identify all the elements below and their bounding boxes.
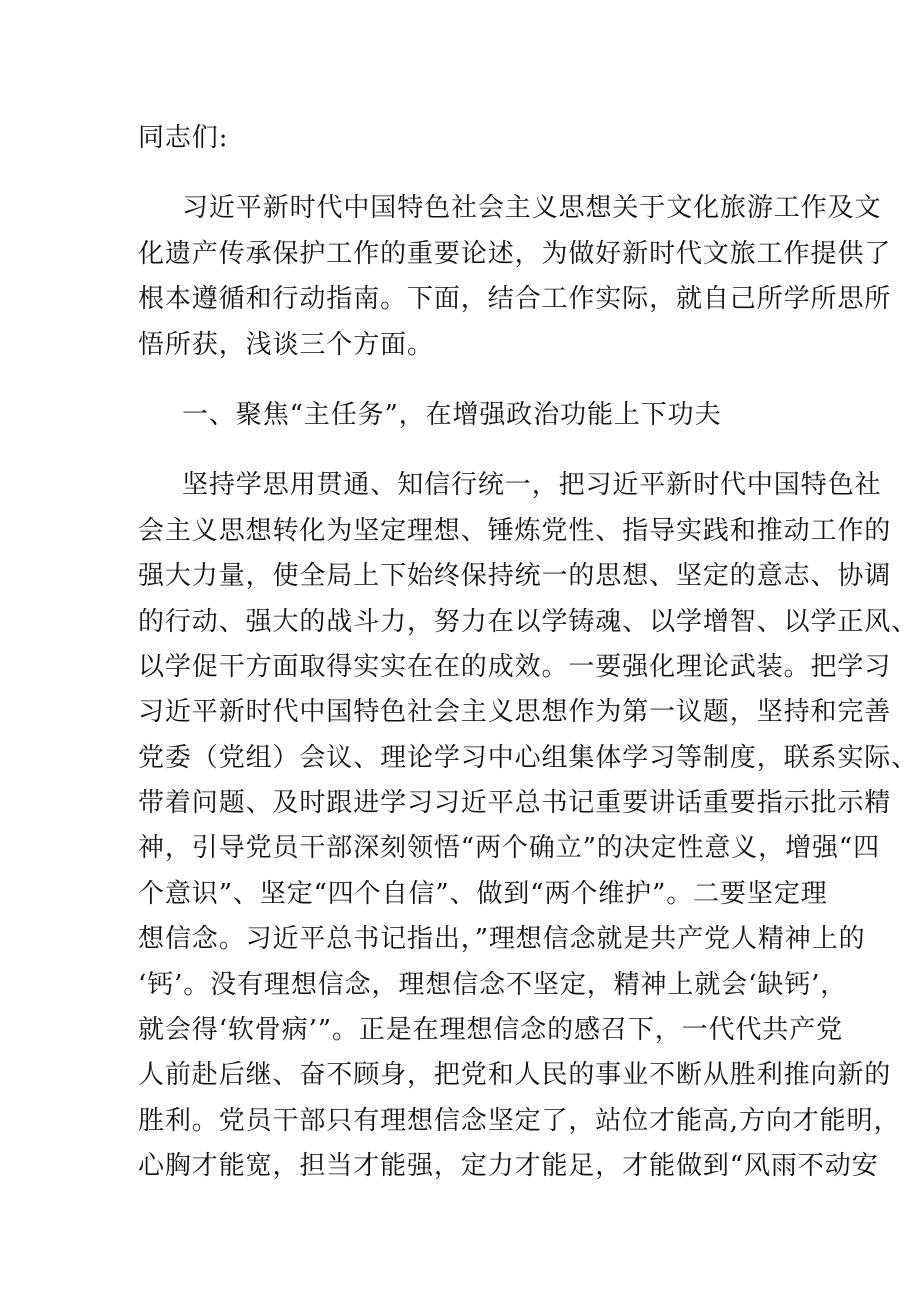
body-line: 的行动、强大的战斗力，努力在以学铸魂、以学增智、以学正风、 (138, 606, 919, 637)
body-line: 想信念。习近平总书记指出，”理想信念就是共产党人精神上的 (138, 924, 866, 955)
body-line: ‘钙’。没有理想信念，理想信念不坚定，精神上就会‘缺钙’， (138, 969, 848, 1000)
paragraph-gap (138, 161, 786, 186)
intro-line: 根本遵循和行动指南。下面，结合工作实际，就自己所学所思所 (138, 284, 892, 315)
document-body (138, 116, 919, 1190)
body-line: 强大力量，使全局上下始终保持统一的思想、坚定的意志、协调 (138, 561, 892, 592)
section-heading: 一、聚焦“主任务”，在增强政治功能上下功夫 (182, 399, 722, 430)
body-line: 心胸才能宽，担当才能强，定力才能足，才能做到“风雨不动安 (138, 1151, 879, 1182)
intro-line: 化遗产传承保护工作的重要论述，为做好新时代文旅工作提供了 (138, 238, 892, 269)
body-line: 个意识”、坚定“四个自信”、做到“两个维护”。二要坚定理 (138, 878, 828, 909)
body-line: 胜利。党员干部只有理想信念坚定了，站位才能高,方向才能明， (138, 1105, 901, 1136)
paragraph-gap (138, 368, 786, 393)
body-line: 带着问题、及时跟进学习习近平总书记重要讲话重要指示批示精 (138, 788, 892, 819)
body-line: 会主义思想转化为坚定理想、锤炼党性、指导实践和推动工作的 (138, 515, 892, 546)
body-line: 神，引导党员干部深刻领悟“两个确立”的决定性意义，增强“四 (138, 833, 880, 864)
body-line: 党委（党组）会议、理论学习中心组集体学习等制度，联系实际、 (138, 742, 919, 773)
body-line: 以学促干方面取得实实在在的成效。一要强化理论武装。把学习 (138, 651, 892, 682)
body-paragraph (138, 463, 919, 1189)
body-line: 习近平新时代中国特色社会主义思想作为第一议题，坚持和完善 (138, 697, 892, 728)
salutation: 同志们: (138, 123, 229, 153)
body-line: 人前赴后继、奋不顾身，把党和人民的事业不断从胜利推向新的 (138, 1060, 892, 1091)
body-line: 就会得‘软骨病’”。正是在理想信念的感召下，一代代共产党 (138, 1015, 844, 1046)
intro-line: 悟所获，浅谈三个方面。 (138, 329, 434, 360)
intro-line: 习近平新时代中国特色社会主义思想关于文化旅游工作及文 (182, 193, 882, 224)
paragraph-gap (138, 438, 786, 463)
body-line: 坚持学思用贯通、知信行统一，把习近平新时代中国特色社 (182, 470, 882, 501)
intro-paragraph (138, 186, 892, 368)
